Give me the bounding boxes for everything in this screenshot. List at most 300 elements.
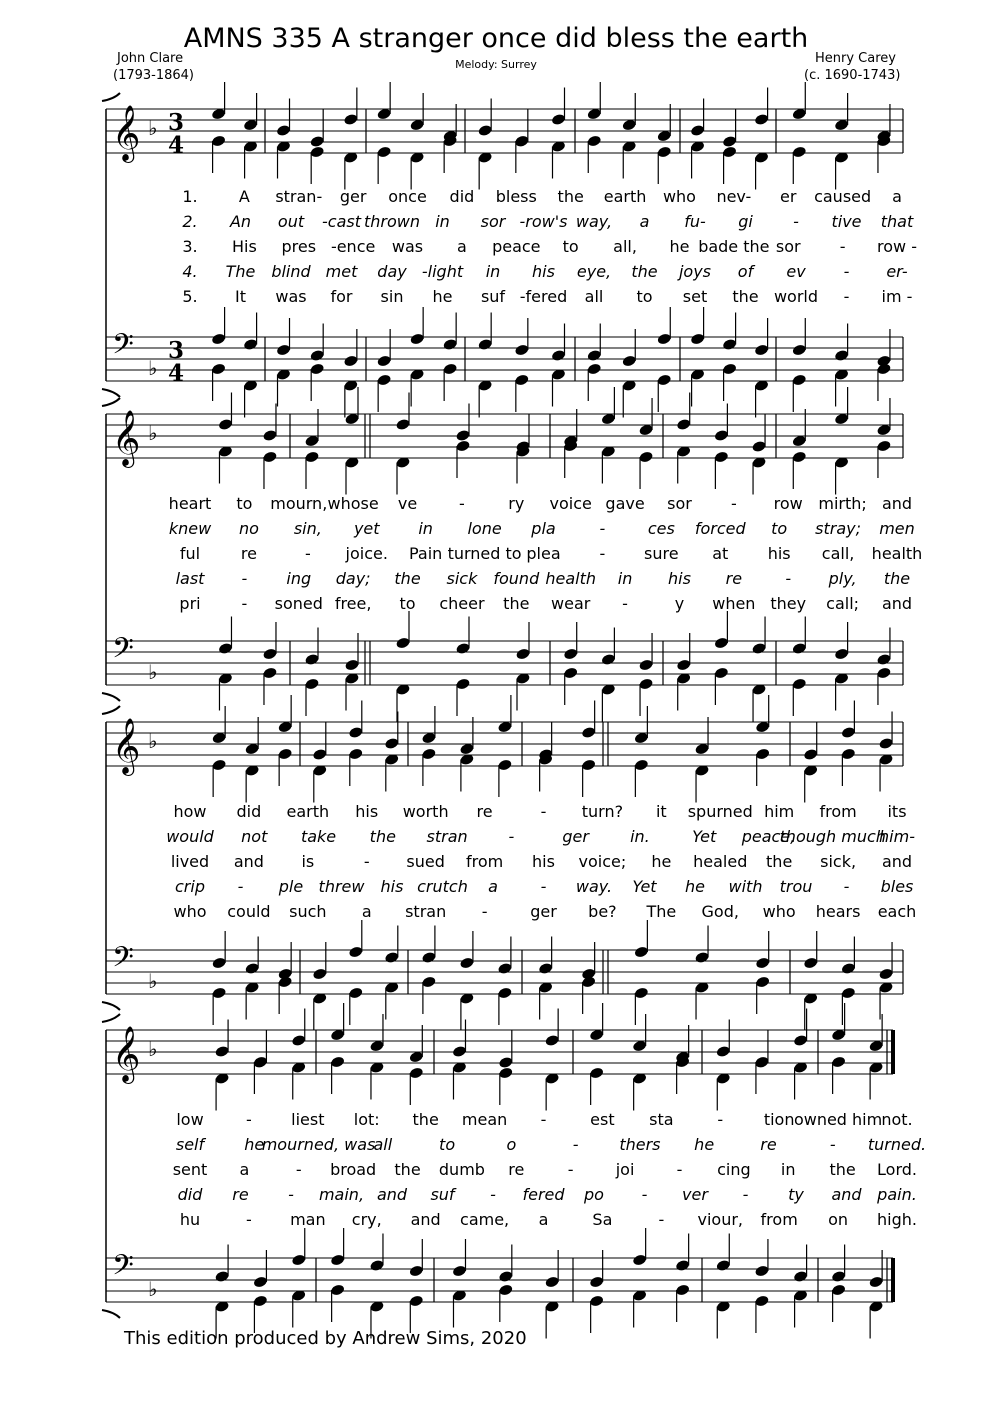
lyric-syllable: stran (426, 827, 468, 846)
note-head (459, 956, 474, 969)
lyric-syllable: re (476, 802, 493, 821)
lyric-syllable: it (655, 802, 667, 821)
note-head (589, 1294, 604, 1307)
lyric-syllable: ve (397, 494, 418, 513)
note-head (211, 956, 226, 969)
note-head (690, 124, 705, 137)
lyric-syllable: from (760, 1210, 798, 1229)
note-head (244, 962, 259, 975)
lyric-syllable: - (717, 1110, 724, 1129)
lyric-syllable: last (175, 569, 205, 588)
note-head (841, 726, 856, 739)
lyric-syllable: -light (421, 262, 464, 281)
lyric-syllable: stran (405, 902, 447, 921)
lyric-syllable: ing (286, 569, 312, 588)
note-head (376, 354, 391, 367)
note-head (538, 962, 553, 975)
lyric-syllable: turn? (581, 802, 624, 821)
note-head (544, 1275, 559, 1288)
lyric-syllable: all, (613, 237, 637, 256)
lyric-syllable: re (240, 544, 257, 563)
lyric-syllable: all (584, 287, 604, 306)
treble-clef-icon: 𝄞 (112, 105, 141, 161)
lyric-syllable: est (590, 1110, 615, 1129)
note-head (455, 642, 470, 655)
lyric-syllable: he (669, 237, 690, 256)
lyric-syllable: he (685, 877, 705, 896)
note-head (587, 362, 602, 375)
lyric-syllable: a (239, 1160, 250, 1179)
lyric-syllable: is (301, 852, 315, 871)
lyric-syllable: whose (327, 494, 379, 513)
lyric-syllable: 1. (182, 187, 198, 206)
lyric-syllable: in (435, 212, 450, 231)
note-head (675, 1259, 690, 1272)
lyric-syllable: day; (335, 569, 371, 588)
lyric-syllable: who (173, 902, 207, 921)
lyric-syllable: sick, (820, 852, 857, 871)
note-head (657, 145, 672, 158)
note-head (343, 354, 358, 367)
lyric-syllable: mean (461, 1110, 508, 1129)
lyric-syllable: found (493, 569, 540, 588)
author-name: John Clare (117, 51, 184, 66)
lyric-syllable: nev- (716, 187, 752, 206)
lyric-syllable: him (764, 802, 795, 821)
lyric-syllable: Lord. (877, 1160, 917, 1179)
time-signature-bottom: 4 (168, 360, 185, 387)
lyric-syllable: threw (318, 877, 365, 896)
lyric-syllable: how (173, 802, 207, 821)
note-head (722, 135, 737, 148)
note-head (497, 986, 512, 999)
note-head (214, 1045, 229, 1058)
note-head (754, 113, 769, 126)
lyric-syllable: cheer (439, 594, 485, 613)
lyric-syllable: trou (779, 877, 813, 896)
note-head (755, 747, 770, 760)
note-head (722, 338, 737, 351)
note-head (211, 332, 226, 345)
lyric-syllable: men (879, 519, 915, 538)
lyric-syllable: on (828, 1210, 849, 1229)
bracket-top (102, 1014, 120, 1022)
lyric-syllable: in (780, 1160, 796, 1179)
note-head (876, 666, 891, 679)
lyric-syllable: im - (881, 287, 913, 306)
lyric-syllable: low (176, 1110, 204, 1129)
note-head (581, 975, 596, 988)
lyric-syllable: earth (286, 802, 330, 821)
note-head (477, 338, 492, 351)
lyric-syllable: - (843, 287, 850, 306)
note-head (551, 349, 566, 362)
lyric-syllable: - (540, 1110, 547, 1129)
lyric-syllable: The (646, 902, 677, 921)
bass-clef-icon: 𝄢 (112, 941, 134, 981)
note-head (754, 1294, 769, 1307)
lyric-syllable: did (236, 802, 262, 821)
note-head (514, 343, 529, 356)
note-head (262, 647, 277, 660)
lyric-syllable: did (449, 187, 475, 206)
note-head (563, 647, 578, 660)
lyric-syllable: gave (605, 494, 645, 513)
note-head (714, 450, 729, 463)
lyric-syllable: his (767, 544, 791, 563)
lyric-syllable: spurned (687, 802, 753, 821)
lyric-syllable: - (241, 594, 248, 613)
lyric-syllable: forced (694, 519, 746, 538)
note-head (714, 666, 729, 679)
lyric-syllable: suf (430, 1185, 455, 1204)
lyric-syllable: its (887, 802, 907, 821)
lyric-syllable: they (770, 594, 807, 613)
lyric-syllable: the (631, 262, 658, 281)
note-head (497, 962, 512, 975)
note-head (714, 429, 729, 442)
lyric-syllable: sued (406, 852, 445, 871)
lyric-syllable: not. (881, 1110, 913, 1129)
lyric-syllable: hu (179, 1210, 201, 1229)
note-head (369, 1259, 384, 1272)
lyric-syllable: self (175, 1135, 205, 1154)
lyric-syllable: sin (380, 287, 404, 306)
lyric-syllable: -ence (330, 237, 376, 256)
note-head (657, 332, 672, 345)
lyric-syllable: of (737, 262, 754, 281)
bracket-bottom (102, 1310, 120, 1318)
lyric-syllable: and (376, 1185, 408, 1204)
note-head (421, 975, 436, 988)
flat-icon: ♭ (148, 421, 158, 445)
note-head (638, 658, 653, 671)
note-head (253, 1055, 268, 1068)
note-head (384, 951, 399, 964)
bracket-bottom (102, 693, 120, 701)
lyric-syllable: tive (831, 212, 862, 231)
lyric-syllable: his (355, 802, 379, 821)
lyric-syllable: a (488, 877, 498, 896)
lyric-syllable: gi (738, 212, 753, 231)
lyric-syllable: did (177, 1185, 203, 1204)
lyric-syllable: lived (170, 852, 210, 871)
lyric-syllable: sin, (293, 519, 322, 538)
lyric-syllable: the (394, 569, 421, 588)
lyric-syllable: ty (788, 1185, 804, 1204)
note-head (601, 653, 616, 666)
lyric-syllable: be? (588, 902, 617, 921)
lyric-syllable: - (785, 569, 792, 588)
note-head (330, 1055, 345, 1068)
note-head (754, 1264, 769, 1277)
author-dates: (1793-1864) (113, 68, 195, 83)
lyric-syllable: and (410, 1210, 441, 1229)
lyric-syllable: 5. (182, 287, 198, 306)
lyric-syllable: lone (467, 519, 502, 538)
lyric-syllable: healed (693, 852, 748, 871)
note-head (755, 975, 770, 988)
lyric-syllable: joys (678, 262, 712, 281)
note-head (348, 945, 363, 958)
lyric-syllable: 3. (182, 237, 198, 256)
lyric-syllable: er (780, 187, 797, 206)
note-head (755, 956, 770, 969)
lyric-syllable: out (277, 212, 305, 231)
lyric-syllable: pri (179, 594, 201, 613)
note-head (498, 1283, 513, 1296)
lyric-syllable: the (412, 1110, 439, 1129)
lyric-syllable: a (457, 237, 467, 256)
lyric-syllable: bade the (698, 237, 770, 256)
lyric-syllable: caused (814, 187, 872, 206)
lyric-syllable: 2. (182, 212, 198, 231)
lyric-syllable: from (819, 802, 857, 821)
note-head (581, 758, 596, 771)
lyric-syllable: - (742, 1185, 749, 1204)
note-head (634, 945, 649, 958)
treble-clef-icon: 𝄞 (112, 718, 141, 774)
lyric-syllable: bless (495, 187, 537, 206)
lyric-syllable: The (225, 262, 256, 281)
lyric-syllable: to (236, 494, 253, 513)
lyric-syllable: turned to (447, 544, 522, 563)
note-head (676, 418, 691, 431)
note-head (243, 338, 258, 351)
lyric-syllable: broad (330, 1160, 377, 1179)
lyric-syllable: ger (339, 187, 367, 206)
note-head (498, 1066, 513, 1079)
lyric-syllable: - (599, 544, 606, 563)
lyric-syllable: to (771, 519, 788, 538)
lyric-syllable: sor (667, 494, 692, 513)
note-head (276, 124, 291, 137)
note-head (551, 113, 566, 126)
lyric-syllable: call; (826, 594, 860, 613)
lyric-syllable: each (877, 902, 917, 921)
note-head (304, 677, 319, 690)
note-head (716, 1259, 731, 1272)
lyric-syllable: way. (575, 877, 613, 896)
lyric-syllable: A (238, 187, 250, 206)
lyric-syllable: the (732, 287, 759, 306)
lyric-syllable: mourned, was (261, 1135, 376, 1154)
note-head (409, 1264, 424, 1277)
lyric-syllable: he (432, 287, 453, 306)
lyric-syllable: God, (701, 902, 739, 921)
lyric-syllable: ger (562, 827, 589, 846)
lyric-syllable: Yet (632, 877, 657, 896)
lyric-syllable: voice; (578, 852, 627, 871)
note-head (622, 354, 637, 367)
note-head (792, 373, 807, 386)
note-head (344, 658, 359, 671)
lyric-syllable: man (290, 1210, 326, 1229)
lyric-syllable: - (363, 852, 370, 871)
lyric-syllable: re (725, 569, 743, 588)
lyric-syllable: who (662, 187, 696, 206)
note-head (841, 986, 856, 999)
note-head (634, 758, 649, 771)
lyric-syllable: - (490, 1185, 496, 1204)
lyric-syllable: and (881, 852, 913, 871)
note-head (587, 349, 602, 362)
bracket-top (102, 706, 120, 714)
lyric-syllable: Pain (408, 544, 443, 563)
note-head (792, 450, 807, 463)
lyric-syllable: in (485, 262, 501, 281)
lyric-syllable: who (762, 902, 796, 921)
lyric-syllable: sure (644, 544, 679, 563)
note-head (690, 332, 705, 345)
lyric-syllable: An (229, 212, 252, 231)
lyric-syllable: sor (480, 212, 506, 231)
time-signature-bottom: 4 (168, 132, 185, 159)
lyric-syllable: thrown (363, 212, 421, 231)
lyric-syllable: - (793, 212, 799, 231)
lyric-syllable: Yet (692, 827, 717, 846)
lyric-syllable: main, (318, 1185, 365, 1204)
lyric-syllable: joi (615, 1160, 635, 1179)
lyric-syllable: ful (179, 544, 201, 563)
treble-clef-icon: 𝄞 (112, 1026, 141, 1082)
note-head (792, 677, 807, 690)
note-head (722, 362, 737, 375)
lyric-syllable: ry (508, 494, 525, 513)
note-head (376, 145, 391, 158)
lyric-syllable: health (545, 569, 597, 588)
note-head (694, 951, 709, 964)
note-head (751, 642, 766, 655)
lyric-syllable: sick (446, 569, 478, 588)
treble-clef-icon: 𝄞 (112, 410, 141, 466)
note-head (253, 1294, 268, 1307)
lyric-syllable: stran- (275, 187, 323, 206)
lyric-syllable: - (540, 877, 547, 896)
note-head (211, 134, 226, 147)
note-head (277, 975, 292, 988)
lyric-syllable: free, (334, 594, 372, 613)
lyric-syllable: - (641, 1185, 648, 1204)
lyric-syllable: peace (492, 237, 541, 256)
note-head (348, 986, 363, 999)
note-head (831, 1283, 846, 1296)
melody-name: Melody: Surrey (455, 58, 537, 71)
bass-clef-icon: 𝄢 (112, 328, 134, 368)
lyric-syllable: once (388, 187, 427, 206)
bracket-top (102, 398, 120, 406)
note-head (793, 1270, 808, 1283)
lyric-syllable: crip (175, 877, 205, 896)
note-head (409, 1294, 424, 1307)
bracket-bottom (102, 1002, 120, 1010)
note-head (497, 758, 512, 771)
flat-icon: ♭ (148, 1037, 158, 1061)
lyric-syllable: - (246, 1210, 252, 1229)
bracket-top (102, 93, 120, 101)
note-head (638, 677, 653, 690)
lyric-syllable: set (682, 287, 708, 306)
lyric-syllable: high. (877, 1210, 917, 1229)
note-head (376, 373, 391, 386)
lyric-syllable: row (773, 494, 803, 513)
lyric-syllable: sta (649, 1110, 674, 1129)
note-head (831, 1270, 846, 1283)
lyric-syllable: - (246, 1110, 252, 1129)
lyric-syllable: -fered (519, 287, 568, 306)
note-head (876, 362, 891, 375)
lyric-syllable: mourn, (270, 494, 328, 513)
note-head (876, 439, 891, 452)
note-head (792, 145, 807, 158)
note-head (563, 666, 578, 679)
note-head (384, 737, 399, 750)
note-head (676, 658, 691, 671)
lyric-syllable: - (599, 519, 606, 538)
lyric-syllable: pla (531, 519, 556, 538)
lyric-syllable: knew (168, 519, 212, 538)
lyric-syllable: fered (522, 1185, 565, 1204)
note-head (793, 1034, 808, 1047)
lyric-syllable: stray; (815, 519, 862, 538)
lyric-syllable: though much (779, 827, 886, 846)
lyric-syllable: dumb (438, 1160, 485, 1179)
note-head (675, 1283, 690, 1296)
lyric-syllable: his (532, 852, 555, 871)
note-head (262, 450, 277, 463)
note-head (792, 343, 807, 356)
lyric-syllable: sor (775, 237, 801, 256)
note-head (262, 429, 277, 442)
lyric-syllable: not (241, 827, 268, 846)
lyric-syllable: - (481, 902, 488, 921)
lyric-syllable: - (459, 494, 465, 513)
lyric-syllable: fu- (684, 212, 706, 231)
note-head (421, 951, 436, 964)
lyric-syllable: y (674, 594, 685, 613)
lyric-syllable: such (289, 902, 327, 921)
note-head (310, 362, 325, 375)
lyric-syllable: - (843, 262, 850, 281)
note-head (722, 145, 737, 158)
note-head (343, 113, 358, 126)
note-head (754, 343, 769, 356)
lyric-syllable: a (639, 212, 650, 231)
lyric-syllable: - (567, 1160, 574, 1179)
bracket-bottom (102, 389, 120, 397)
note-head (544, 1034, 559, 1047)
lyric-syllable: health (871, 544, 923, 563)
lyric-syllable: sent (172, 1160, 208, 1179)
flat-icon: ♭ (148, 969, 158, 993)
note-head (442, 362, 457, 375)
lyric-syllable: mirth; (818, 494, 867, 513)
lyric-syllable: -cast (322, 212, 361, 231)
note-head (632, 1253, 647, 1266)
note-head (409, 1066, 424, 1079)
note-head (253, 1275, 268, 1288)
lyric-syllable: joice. (345, 544, 388, 563)
composer-name: Henry Carey (815, 51, 896, 66)
note-head (455, 429, 470, 442)
lyric-syllable: take (300, 827, 337, 846)
note-head (452, 1264, 467, 1277)
lyric-syllable: would (166, 827, 214, 846)
note-head (395, 418, 410, 431)
lyric-syllable: ger (530, 902, 557, 921)
note-head (868, 1275, 883, 1288)
lyric-syllable: and (881, 494, 913, 513)
